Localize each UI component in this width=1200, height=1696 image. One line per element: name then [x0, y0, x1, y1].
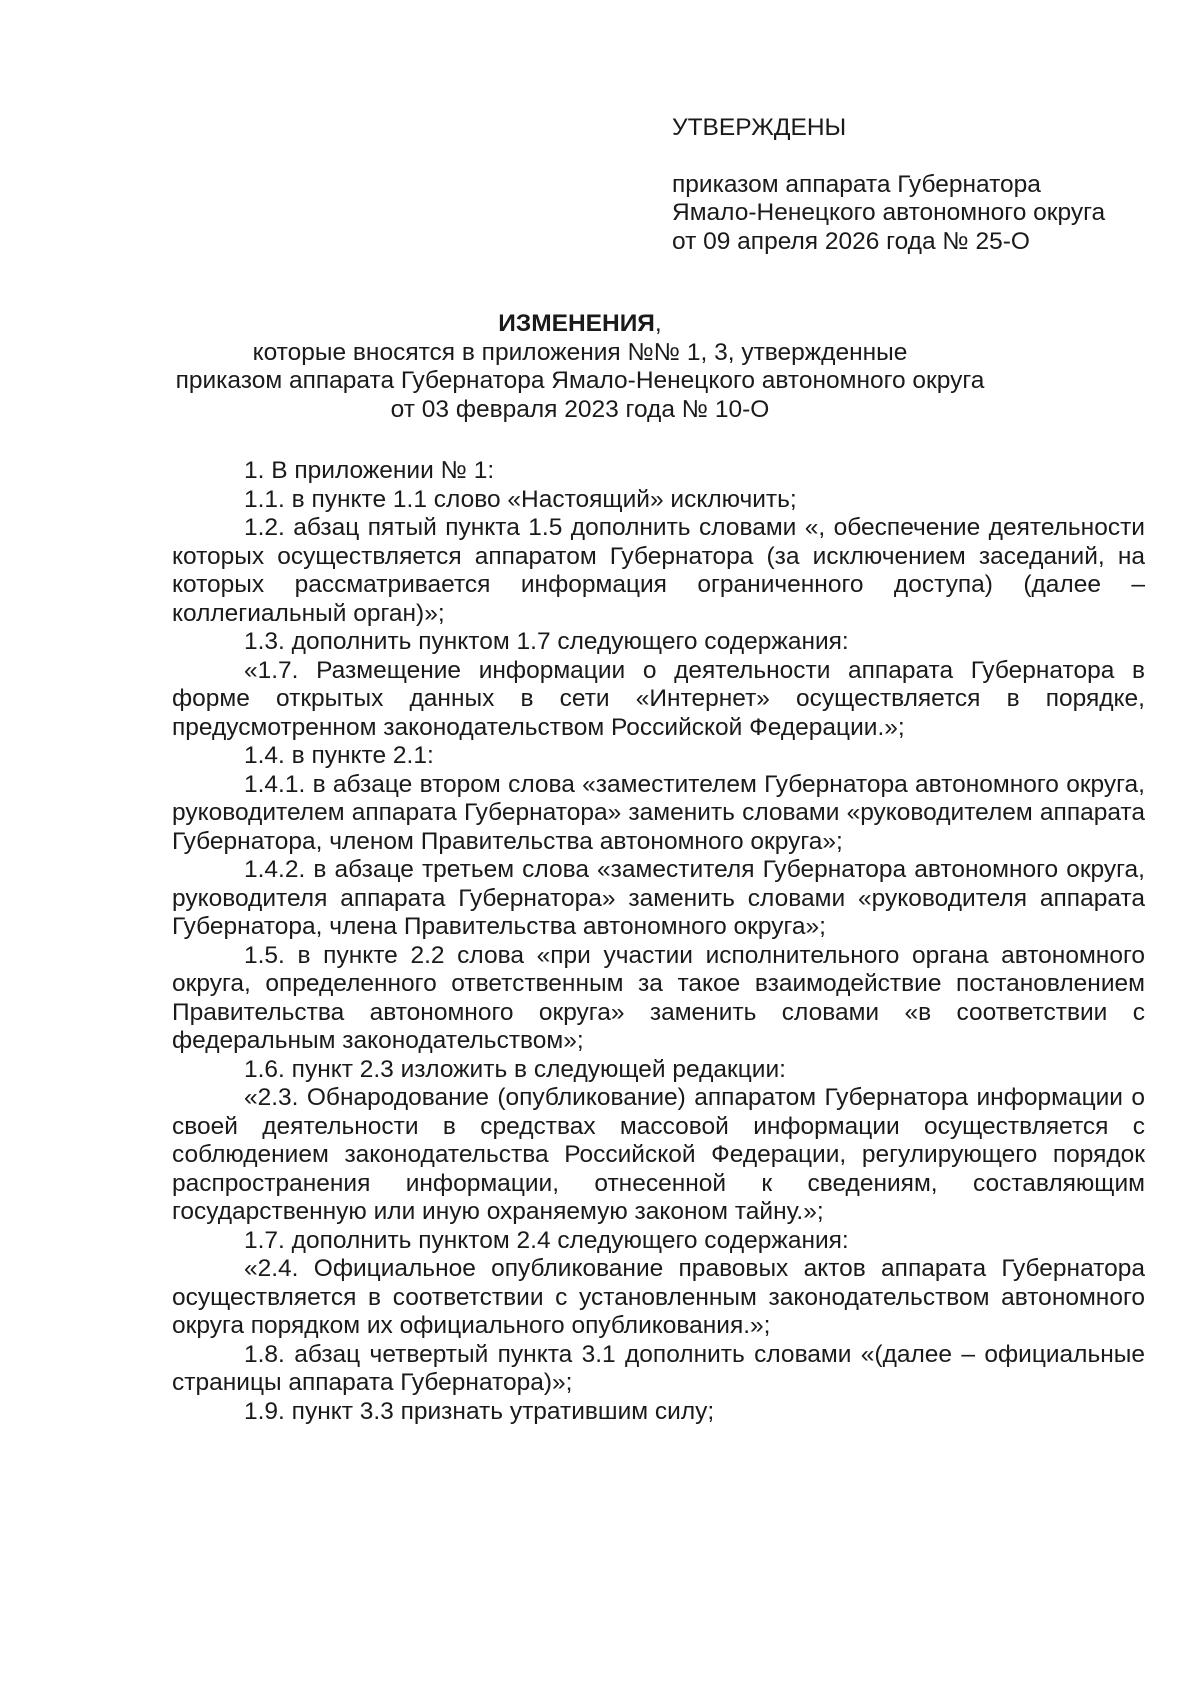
amendment-paragraph: «1.7. Размещение информации о деятельности аппарата Губернатора в форме открытых данных в сети «Интернет» осуществляется в порядке, предусмотренном законодательством Российской Федерации.»;: [172, 656, 1145, 741]
title-heading-line: [150, 310, 1010, 339]
title-subtitle-line: приказом аппарата Губернатора Ямало-Ненецкого автономного округа: [175, 367, 985, 394]
amendments-body: [172, 457, 1145, 1426]
amendment-paragraph: 1.6. пункт 2.3 изложить в следующей редакции:: [244, 1055, 786, 1083]
approval-order-line: Ямало-Ненецкого автономного округа: [672, 199, 1106, 226]
document-title: [150, 310, 1010, 424]
amendment-paragraph: 1.8. абзац четвертый пункта 3.1 дополнить словами «(далее – официальные страницы аппарата Губернатора)»;: [172, 1340, 1145, 1396]
amendment-paragraph: 1.4. в пункте 2.1:: [244, 742, 434, 769]
amendment-paragraph: 1.4.1. в абзаце втором слова «заместителем Губернатора автономного округа, руководителем аппарата Губернатора» заменить словами «руководителем аппарата Губернатора, членом Правительства автономного округа»;: [172, 770, 1145, 855]
amendment-paragraph: 1.7. дополнить пунктом 2.4 следующего содержания:: [244, 1226, 849, 1254]
amendment-paragraph: «2.3. Обнародование (опубликование) аппаратом Губернатора информации о своей деятельности в средствах массовой информации осуществляется с соблюдением законодательства Российской Федерации, регулирующего порядок распространения информации, отнесенной к сведениям, составляющим государственную или иную охраняемую законом тайну.»;: [172, 1084, 1145, 1225]
amendment-paragraph: 1.4.2. в абзаце третьем слова «заместителя Губернатора автономного округа, руководителя аппарата Губернатора» заменить словами «руководителя аппарата Губернатора, члена Правительства автономного округа»;: [172, 856, 1145, 940]
amendment-paragraph: 1.9. пункт 3.3 признать утратившим силу;: [244, 1397, 715, 1425]
approval-order: [672, 171, 1172, 257]
title-subtitle-line: от 03 февраля 2023 года № 10-О: [390, 395, 770, 423]
amendment-paragraph: «2.4. Официальное опубликование правовых актов аппарата Губернатора осуществляется в соответствии с установленным законодательством автономного округа порядком их официального опубликования.»;: [172, 1255, 1145, 1339]
amendment-paragraph: 1.5. в пункте 2.2 слова «при участии исполнительного органа автономного округа, определенного ответственным за такое взаимодействие постановлением Правительства автономного округа» заменить словами «в соответствии с федеральным законодательством»;: [172, 941, 1145, 1054]
title-subtitle-line: которые вносятся в приложения №№ 1, 3, утвержденные: [252, 338, 908, 366]
approval-order-line: приказом аппарата Губернатора: [672, 170, 1041, 198]
amendment-paragraph: 1.1. в пункте 1.1 слово «Настоящий» исключить;: [244, 485, 797, 513]
title-heading-punct: ,: [654, 310, 662, 337]
amendment-paragraph: 1.2. абзац пятый пункта 1.5 дополнить словами «, обеспечение деятельности которых осуществляется аппаратом Губернатора (за исключением заседаний, на которых рассматривается информация ограниченного доступа) (далее – коллегиальный орган)»;: [172, 514, 1145, 627]
amendment-paragraph: 1. В приложении № 1:: [244, 457, 495, 484]
title-heading: ИЗМЕНЕНИЯ: [498, 310, 655, 337]
approval-order-line: от 09 апреля 2026 года № 25-О: [672, 227, 1030, 255]
amendment-paragraph: 1.3. дополнить пунктом 1.7 следующего содержания:: [244, 628, 849, 655]
approval-status: УТВЕРЖДЕНЫ: [672, 114, 847, 141]
approval-stamp: [672, 114, 1172, 256]
